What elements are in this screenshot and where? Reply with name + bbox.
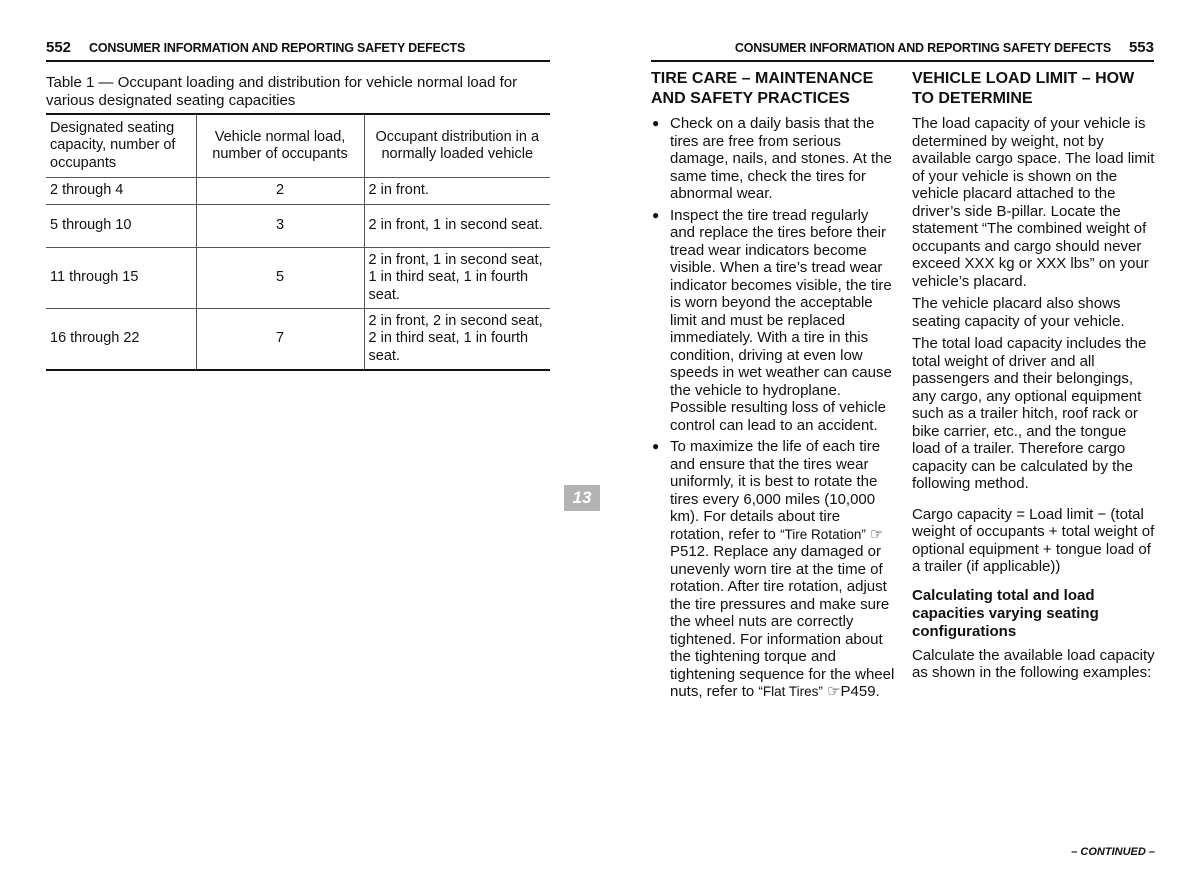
load-limit-column <box>912 69 1158 687</box>
table-cell: 2 in front, 1 in second seat, 1 in third seat, 1 in fourth seat. <box>364 248 550 309</box>
page-number: 552 <box>46 39 72 56</box>
table-cell: 11 through 15 <box>46 248 196 309</box>
paragraph: The vehicle placard also shows seating capacity of your vehicle. <box>912 295 1125 330</box>
paragraph: Calculate the available load capacity as shown in the following examples: <box>912 646 1155 681</box>
list-item-text: Check on a daily basis that the tires are free from serious damage, nails, and stones. At the same time, check the tires for abnormal wear. <box>670 115 892 202</box>
table-row <box>46 248 550 309</box>
bullet-icon: ● <box>652 207 660 222</box>
section-heading: VEHICLE LOAD LIMIT – HOW TO DETERMINE <box>912 70 1135 107</box>
chapter-tab: 13 <box>564 485 600 511</box>
table-cell: 3 <box>196 205 364 248</box>
table-row <box>46 309 550 371</box>
header-title: CONSUMER INFORMATION AND REPORTING SAFETY DEFECTS <box>734 41 1111 55</box>
list-item <box>651 438 896 701</box>
section-heading: TIRE CARE – MAINTENANCE AND SAFETY PRACTICES <box>651 70 874 107</box>
list-item <box>651 115 896 203</box>
paragraph: The total load capacity includes the total weight of driver and all passengers and their belongings, any cargo, any optional equipment such as a trailer hitch, roof rack or bike carrier, etc., and the tongue load of a trailer. Therefore cargo capacity can be calculated by the following method. <box>912 335 1147 492</box>
table-cell: 2 <box>196 178 364 205</box>
bullet-list <box>651 115 896 701</box>
table-caption: Table 1 — Occupant loading and distribution for vehicle normal load for various designated seating capacities <box>46 74 518 109</box>
cross-reference: “Tire Rotation” <box>780 526 866 542</box>
table-header-cell: Vehicle normal load, number of occupants <box>196 114 364 178</box>
page-reference: ☞P459. <box>827 683 880 700</box>
paragraph: The load capacity of your vehicle is determined by weight, not by available cargo space. The load limit of your vehicle is shown on the vehicle placard attached to the driver’s side B-pillar. Locate the statement “The combined weight of occupants and cargo should never exceed XXX kg or XXX lbs” on your vehicle’s placard. <box>912 115 1155 290</box>
table-cell: 5 <box>196 248 364 309</box>
table-cell: 2 through 4 <box>46 178 196 205</box>
cross-reference: “Flat Tires” <box>758 684 823 699</box>
cargo-formula: Cargo capacity = Load limit − (total weight of occupants + total weight of optional equipment + tongue load of a trailer (if applicable)) <box>912 505 1155 575</box>
page-header <box>651 38 1154 62</box>
list-item <box>651 207 896 435</box>
continued-label: – CONTINUED – <box>1071 846 1155 858</box>
table-cell: 7 <box>196 309 364 371</box>
table-cell: 2 in front, 2 in second seat, 2 in third seat, 1 in fourth seat. <box>364 309 550 371</box>
table-cell: 16 through 22 <box>46 309 196 371</box>
table-row <box>46 178 550 205</box>
table-cell: 5 through 10 <box>46 205 196 248</box>
list-item-text: Replace any damaged or unevenly worn tire at the time of rotation. After tire rotation, adjust the tire pressures and make sure the wheel nuts are correctly tightened. For information about the tightening torque and tightening sequence for the wheel nuts, refer to <box>670 543 895 700</box>
bullet-icon: ● <box>652 116 660 130</box>
table-cell: 2 in front, 1 in second seat. <box>364 205 550 248</box>
list-item-text: Inspect the tire tread regularly and replace the tires before their tread wear indicators become visible. When a tire’s tread wear indicator becomes visible, the tire is worn beyond the acceptable limit and must be replaced immediately. With a tire in this condition, driving at even low speeds in wet weather can cause the vehicle to hydroplane. Possible resulting loss of vehicle control can lead to an accident. <box>670 206 892 434</box>
table-row <box>46 205 550 248</box>
table-header-cell: Designated seating capacity, number of occupants <box>46 114 196 178</box>
subheading: Calculating total and load capacities varying seating configurations <box>912 586 1099 640</box>
page-number: 553 <box>1128 39 1154 56</box>
table-header-cell: Occupant distribution in a normally loaded vehicle <box>364 114 550 178</box>
list-item-text: To maximize the life of each tire and ensure that the tires wear uniformly, it is best to rotate the tires every 6,000 miles (10,000 km). For details about tire rotation, refer to <box>670 438 881 543</box>
tire-care-column <box>651 69 896 705</box>
table-header-row <box>46 114 550 178</box>
header-title: CONSUMER INFORMATION AND REPORTING SAFETY DEFECTS <box>89 41 466 55</box>
page-reference: ☞P512. <box>670 525 884 560</box>
bullet-icon: ● <box>652 439 660 453</box>
occupant-loading-table <box>46 113 550 371</box>
table-cell: 2 in front. <box>364 178 550 205</box>
right-page <box>600 0 1200 896</box>
page-header <box>46 38 550 62</box>
